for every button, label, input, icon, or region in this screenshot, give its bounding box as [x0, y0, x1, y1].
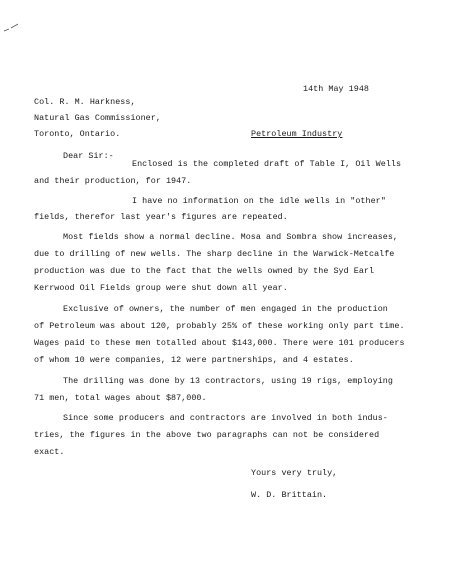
signature: W. D. Brittain. — [251, 490, 328, 500]
body-line: due to drilling of new wells. The sharp decline in the Warwick-Metcalfe — [34, 249, 395, 259]
body-line: Exclusive of owners, the number of men engaged in the production — [63, 304, 388, 314]
salutation: Dear Sir:- — [63, 151, 114, 161]
recipient-city: Toronto, Ontario. — [34, 129, 121, 139]
body-line: and their production, for 1947. — [34, 176, 192, 186]
closing: Yours very truly, — [251, 468, 338, 478]
body-line: tries, the figures in the above two paragraphs can not be considered — [34, 430, 380, 440]
pencil-mark — [3, 22, 19, 34]
body-line: fields, therefor last year's figures are repeated. — [34, 212, 288, 222]
body-line: 71 men, total wages about $87,000. — [34, 393, 207, 403]
body-line: Most fields show a normal decline. Mosa and Sombra show increases, — [63, 232, 399, 242]
body-line: Kerrwood Oil Fields group were shut down all year. — [34, 283, 288, 293]
body-line: The drilling was done by 13 contractors, using 19 rigs, employing — [63, 376, 393, 386]
letter-date: 14th May 1948 — [303, 84, 369, 94]
body-line: of whom 10 were companies, 12 were partnerships, and 4 estates. — [34, 355, 354, 365]
body-line: Wages paid to these men totalled about $143,000. There were 101 producers — [34, 338, 405, 348]
body-line: I have no information on the idle wells in "other" — [132, 196, 386, 206]
body-line: production was due to the fact that the wells owned by the Syd Earl — [34, 266, 375, 276]
body-line: Since some producers and contractors are involved in both indus- — [63, 413, 388, 423]
body-line: of Petroleum was about 120, probably 25% of these working only part time. — [34, 321, 405, 331]
body-line: exact. — [34, 447, 65, 457]
recipient-title: Natural Gas Commissioner, — [34, 113, 161, 123]
recipient-name: Col. R. M. Harkness, — [34, 97, 136, 107]
subject-line: Petroleum Industry — [251, 129, 343, 139]
body-line: Enclosed is the completed draft of Table I, Oil Wells — [132, 159, 402, 169]
